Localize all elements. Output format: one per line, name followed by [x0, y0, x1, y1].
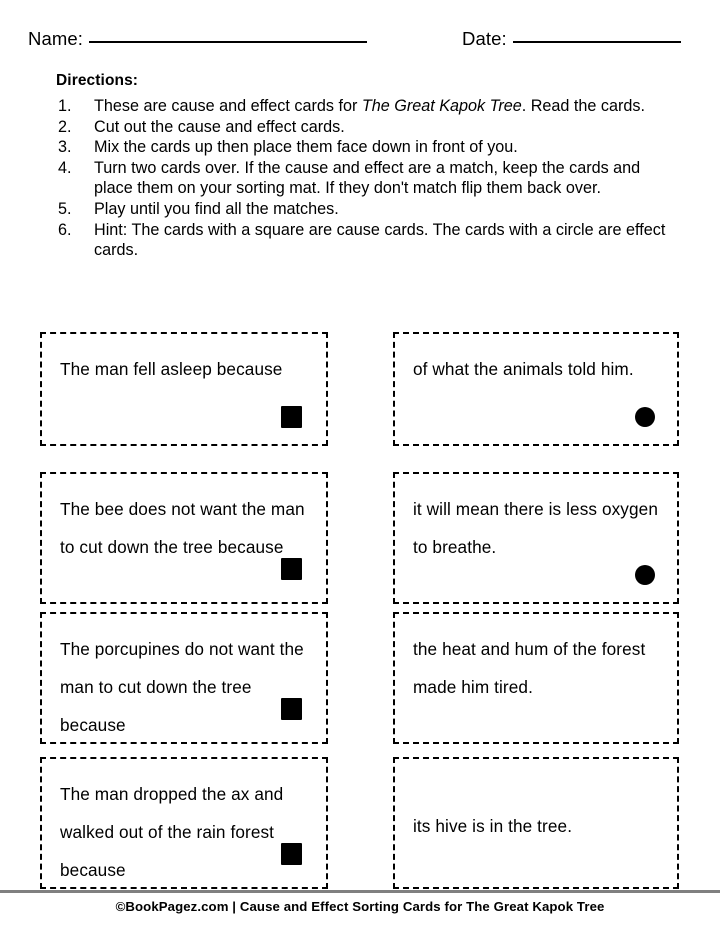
name-date-row [0, 28, 720, 58]
direction-item-2 [56, 117, 676, 138]
direction-item-1 [56, 96, 676, 117]
direction-item-3 [56, 137, 676, 158]
name-write-line[interactable] [89, 41, 367, 43]
direction-item-5 [56, 199, 676, 220]
date-field-group [462, 28, 681, 50]
effect-card[interactable] [393, 472, 679, 604]
card-row [0, 332, 720, 472]
direction-text: Mix the cards up then place them face down in front of you. [94, 138, 518, 157]
cause-card-text: The man fell asleep because [60, 359, 283, 379]
effect-card[interactable] [393, 332, 679, 446]
direction-number: 1. [58, 97, 72, 115]
cause-card[interactable] [40, 612, 328, 744]
direction-text: Hint: The cards with a square are cause cards. The cards with a circle are effect cards. [94, 220, 666, 260]
circle-marker-icon [635, 407, 655, 427]
card-row [0, 472, 720, 612]
footer-divider [0, 890, 720, 893]
square-marker-icon [281, 843, 302, 865]
effect-card-text: it will mean there is less oxygen to breathe. [413, 499, 658, 557]
directions-list [56, 96, 676, 261]
cause-card[interactable] [40, 472, 328, 604]
direction-number: 5. [58, 199, 72, 218]
directions-section [56, 72, 676, 261]
square-marker-icon [281, 558, 302, 580]
direction-text: Cut out the cause and effect cards. [94, 117, 345, 136]
cause-card-text: The man dropped the ax and walked out of the rain forest because [60, 784, 284, 880]
direction-number: 2. [58, 117, 72, 136]
direction-number: 6. [58, 220, 72, 239]
cause-card[interactable] [40, 332, 328, 446]
direction-text: Play until you find all the matches. [94, 199, 339, 218]
card-row [0, 612, 720, 757]
effect-card[interactable] [393, 612, 679, 744]
date-label: Date: [462, 28, 507, 49]
direction-item-4 [56, 158, 676, 199]
effect-card-text: of what the animals told him. [413, 359, 634, 379]
direction-item-6 [56, 220, 676, 261]
cause-card[interactable] [40, 757, 328, 889]
direction-text: Turn two cards over. If the cause and effect are a match, keep the cards and place them on your sorting mat. If they don't match flip them back over. [94, 158, 641, 198]
date-write-line[interactable] [513, 41, 681, 43]
sorting-cards-grid [0, 332, 720, 897]
cause-card-text: The porcupines do not want the man to cut down the tree because [60, 639, 304, 735]
direction-text-before: These are cause and effect cards for [94, 97, 362, 115]
effect-card-text: the heat and hum of the forest made him tired. [413, 639, 646, 697]
circle-marker-icon [635, 565, 655, 585]
direction-text-after: . Read the cards. [521, 97, 645, 115]
effect-card[interactable] [393, 757, 679, 889]
direction-text [94, 96, 676, 117]
footer-credit: ©BookPagez.com | Cause and Effect Sorting Cards for The Great Kapok Tree [115, 899, 605, 914]
square-marker-icon [281, 406, 302, 428]
directions-heading: Directions: [56, 72, 139, 89]
direction-number: 4. [58, 158, 72, 177]
direction-number: 3. [58, 138, 72, 157]
book-title-italic: The Great Kapok Tree [361, 97, 522, 115]
name-label: Name: [28, 28, 83, 49]
cause-card-text: The bee does not want the man to cut down the tree because [60, 499, 305, 557]
card-row [0, 757, 720, 897]
name-field-group [28, 28, 367, 50]
square-marker-icon [281, 698, 302, 720]
effect-card-text: its hive is in the tree. [413, 816, 573, 836]
